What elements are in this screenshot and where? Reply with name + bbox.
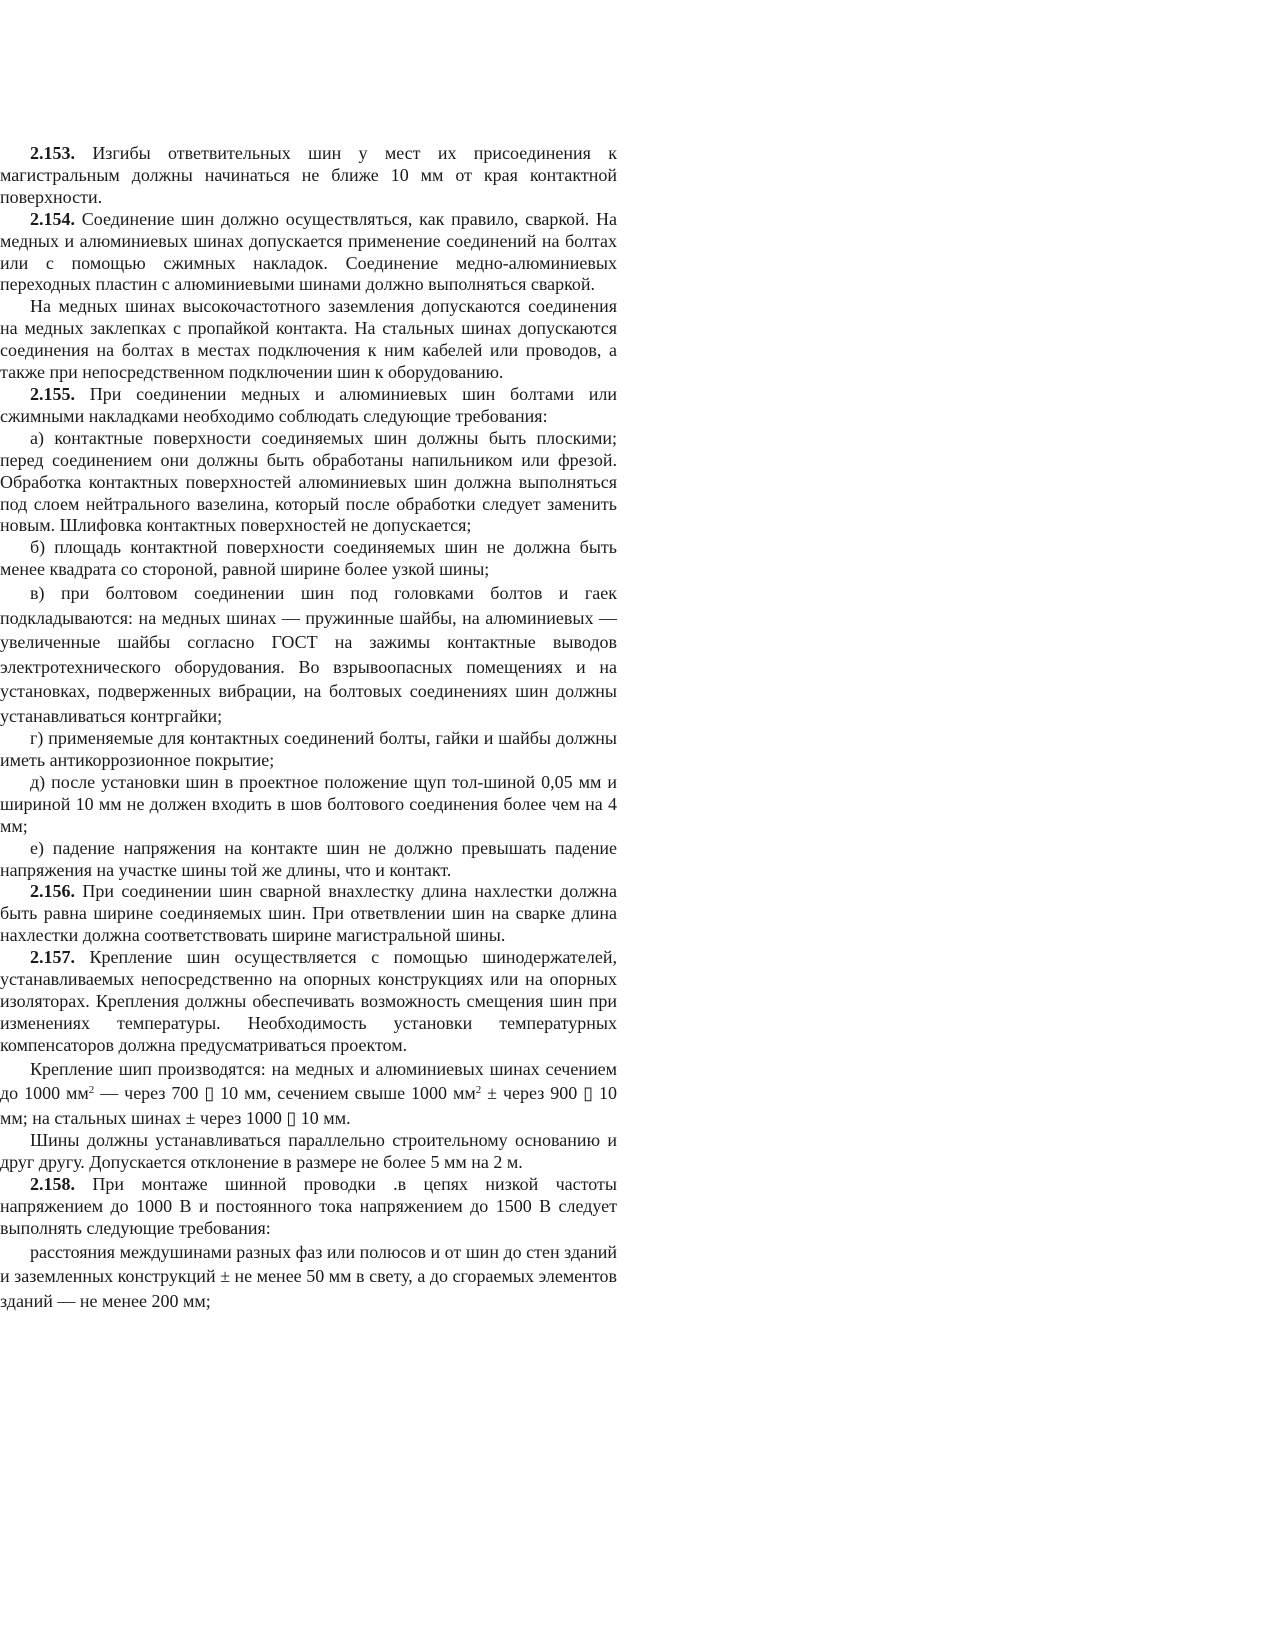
paragraph-text: При соединении шин сварной внахлестку длина нахлестки должна быть равна ширине соединяемых шин. При ответвлении шин на сварке длина нахлестки должна соответствовать ширине магистральной шины. <box>0 881 618 946</box>
paragraph-clearances <box>0 1240 617 1314</box>
paragraph-text: Крепление шин осуществляется с помощью шинодержателей, устанавливаемых непосредственно на опорных конструкциях или на опорных изоляторах. Крепления должны обеспечивать возможность смещения шин при изменениях температуры. Необходимость установки температурных компенсаторов должна предусматриваться проектом. <box>0 947 618 1055</box>
paragraph-text: При соединении медных и алюминиевых шин болтами или сжимными накладками необходимо соблюдать следующие требования: <box>0 383 617 426</box>
clause-number: 2.154. <box>30 208 75 229</box>
superscript: 2 <box>88 1084 95 1097</box>
paragraph-text: в) при болтовом соединении шин под головками болтов и гаек подкладываются: на медных шинах — пружинные шайбы, на алюминиевых — увеличенные шайбы согласно ГОСТ на зажимы контактные выводов электротехнического оборудования. Во взрывоопасных помещениях и на установках, подверженных вибрации, на болтовых соединениях шин должны устанавливаться контргайки; <box>0 583 617 726</box>
paragraph-2-158 <box>0 1174 617 1240</box>
clause-number: 2.153. <box>30 143 75 163</box>
paragraph-hf-grounding <box>0 296 617 384</box>
paragraph-text: расстояния междушинами разных фаз или полюсов и от шин до стен зданий и заземленных конструкций ± не менее 50 мм в свету, а до сгораемых элементов зданий — не менее 200 мм; <box>0 1241 617 1311</box>
paragraph-text: На медных шинах высокочастотного заземления допускаются соединения на медных заклепках с пропайкой контакта. На стальных шинах допускаются соединения на болтах в местах подключения к ним кабелей или проводов, а также при непосредственном подключении шин к оборудованию. <box>0 296 617 383</box>
paragraph-2-154 <box>0 209 617 297</box>
paragraph-item-g <box>0 728 617 772</box>
paragraph-2-153 <box>0 143 617 209</box>
paragraph-text: е) падение напряжения на контакте шин не должно превышать падение напряжения на участке шины той же длины, что и контакт. <box>0 837 617 880</box>
paragraph-text: — через 700 ▯ 10 мм, сечением свыше 1000 мм <box>94 1083 476 1104</box>
paragraph-item-v <box>0 581 617 728</box>
paragraph-text: Соединение шин должно осуществляться, как правило, сваркой. На медных и алюминиевых шинах допускается применение соединений на болтах или с помощью сжимных накладок. Соединение медно-алюминиевых переходных пластин с алюминиевыми шинами должно выполняться сваркой. <box>0 208 618 295</box>
paragraph-text: При монтаже шинной проводки .в цепях низкой частоты напряжением до 1000 В и постоянного тока напряжением до 1500 В следует выполнять следующие требования: <box>0 1174 618 1238</box>
document-page <box>0 143 617 1313</box>
paragraph-text: Изгибы ответвительных шин у мест их присоединения к магистральным должны начинаться не ближе 10 мм от края контактной поверхности. <box>0 143 617 207</box>
paragraph-2-156 <box>0 881 617 947</box>
superscript: 2 <box>475 1084 482 1097</box>
paragraph-item-e <box>0 838 617 882</box>
paragraph-item-d <box>0 772 617 838</box>
paragraph-item-b <box>0 537 617 581</box>
paragraph-text: б) площадь контактной поверхности соединяемых шин не должна быть менее квадрата со стороной, равной ширине более узкой шины; <box>0 537 617 580</box>
paragraph-text: а) контактные поверхности соединяемых шин должны быть плоскими; перед соединением они должны быть обработаны напильником или фрезой. Обработка контактных поверхностей алюминиевых шин должна выполняться под слоем нейтрального вазелина, который после обработки следует заменить новым. Шлифовка контактных поверхностей не допускается; <box>0 427 617 536</box>
paragraph-text: г) применяемые для контактных соединений болты, гайки и шайбы должны иметь антикоррозионное покрытие; <box>0 728 617 771</box>
clause-number: 2.156. <box>30 881 75 902</box>
clause-number: 2.158. <box>30 1174 75 1195</box>
paragraph-fastening-spacing <box>0 1057 617 1131</box>
paragraph-2-155 <box>0 384 617 428</box>
paragraph-text: ± через 900 ▯ 10 мм; на стальных шинах ± через 1000 ▯ 10 мм. <box>0 1083 617 1128</box>
paragraph-item-a <box>0 428 617 538</box>
paragraph-text: д) после установки шин в проектное положение щуп тол-шиной 0,05 мм и шириной 10 мм не должен входить в шов болтового соединения более чем на 4 мм; <box>0 771 617 836</box>
clause-number: 2.155. <box>30 383 75 404</box>
paragraph-text: Шины должны устанавливаться параллельно строительному основанию и друг другу. Допускается отклонение в размере не более 5 мм на 2 м. <box>0 1130 617 1173</box>
clause-number: 2.157. <box>30 947 75 968</box>
paragraph-parallel-install <box>0 1130 617 1174</box>
paragraph-2-157 <box>0 947 617 1057</box>
paragraph-text: Крепление шип производятся: на медных и алюминиевых шинах сечением до 1000 мм <box>0 1058 617 1104</box>
